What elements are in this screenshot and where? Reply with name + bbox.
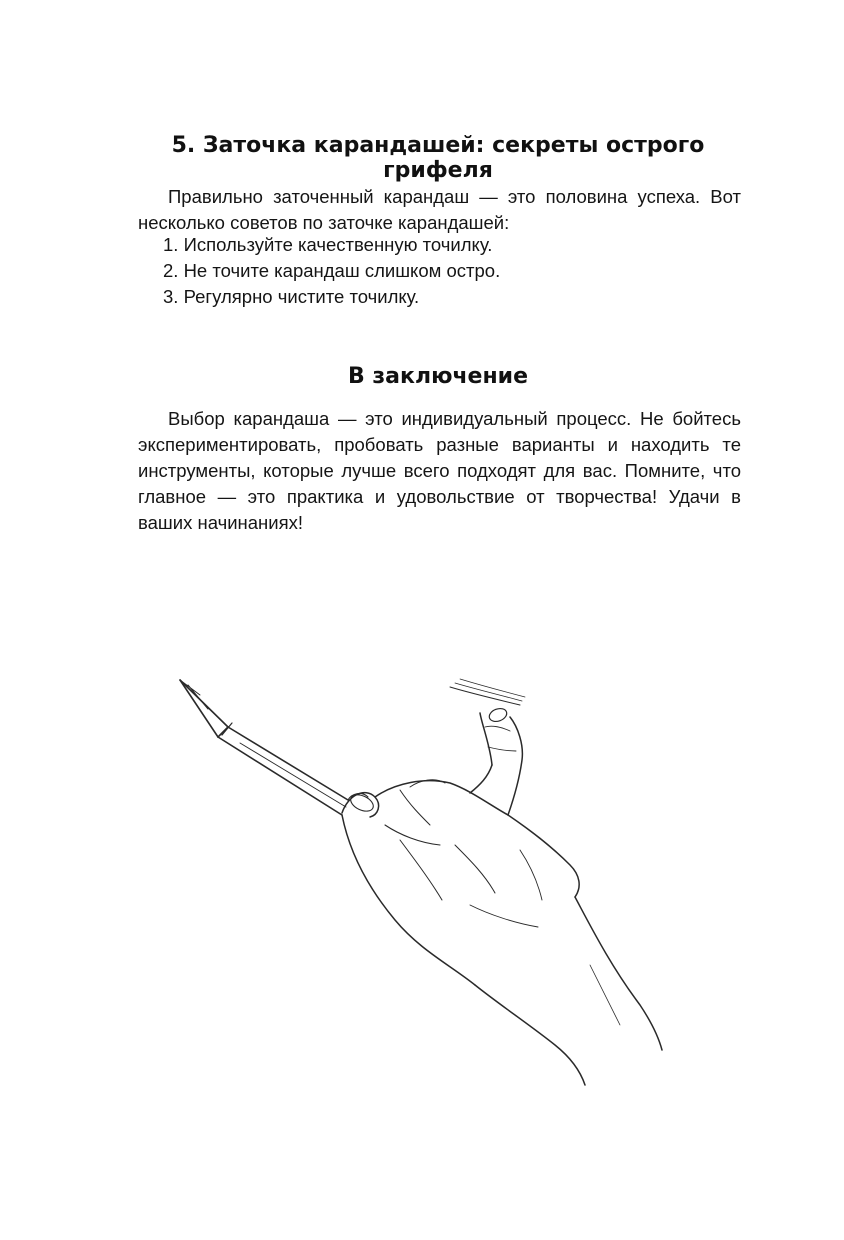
list-item: 3. Регулярно чистите точилку.	[163, 286, 420, 307]
section-heading-sharpening: 5. Заточка карандашей: секреты острого грифеля	[171, 133, 705, 183]
thumb-drawing	[342, 792, 379, 817]
hand-drawing	[342, 815, 662, 1085]
conclusion-heading: В заключение	[347, 364, 529, 389]
pencil-drawing	[180, 680, 348, 815]
list-item: 1. Используйте качественную точилку.	[163, 234, 493, 255]
list-item: 2. Не точите карандаш слишком остро.	[163, 260, 501, 281]
sharpening-tips-list	[163, 232, 500, 310]
fingers-drawing	[375, 679, 525, 845]
section-intro-paragraph: Правильно заточенный карандаш — это половина успеха. Вот несколько советов по заточке карандашей:	[138, 186, 741, 233]
conclusion-paragraph: Выбор карандаша — это индивидуальный процесс. Не бойтесь экспериментировать, пробовать разные варианты и находить те инструменты, которые лучше всего подходят для вас. Помните, что главное — это практика и удовольствие от творчества! Удачи в ваших начинаниях!	[138, 408, 741, 533]
hand-holding-pencil-sketch	[170, 665, 690, 1095]
